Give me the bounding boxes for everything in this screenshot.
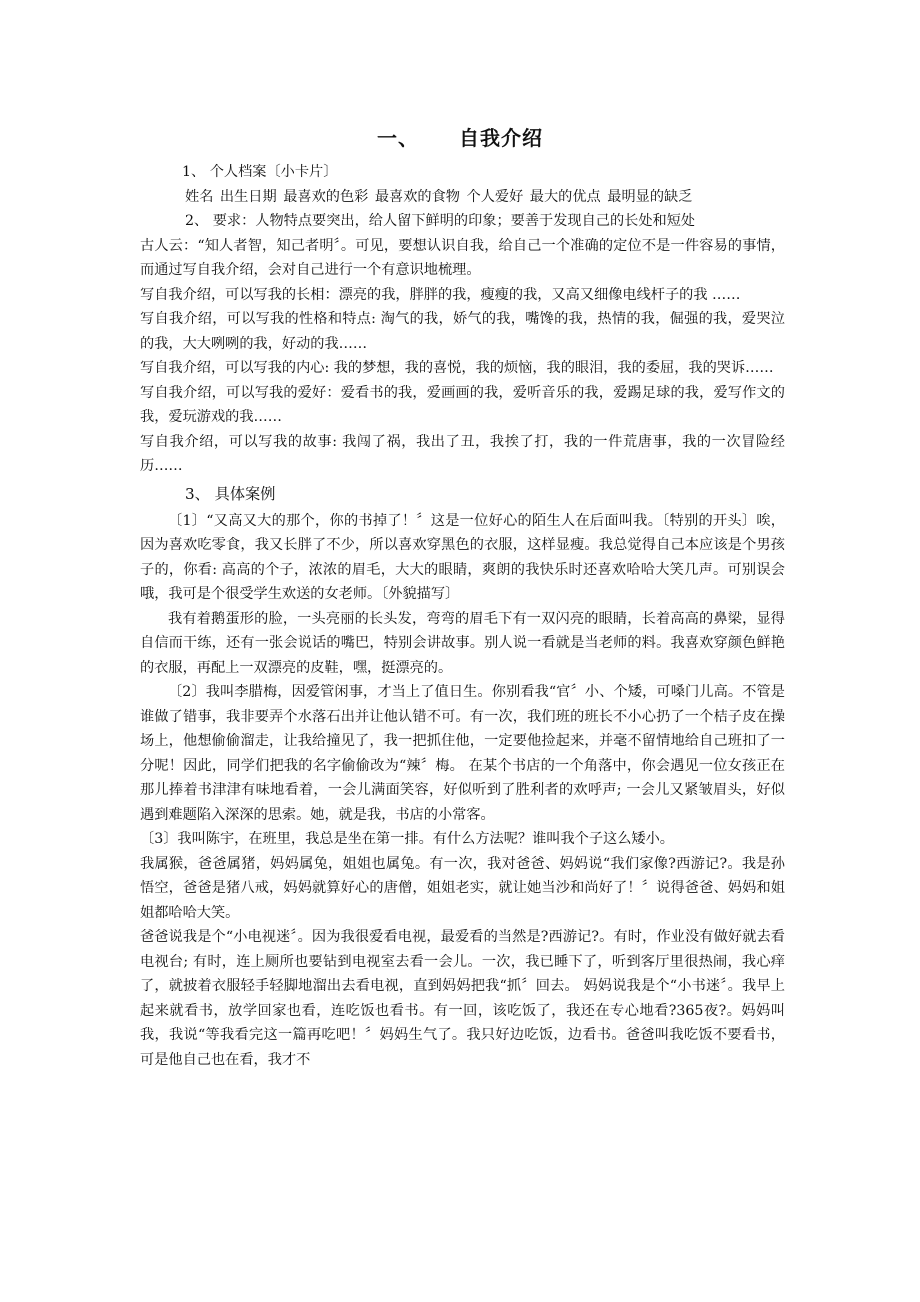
paragraph: 写自我介绍，可以写我的爱好：爱看书的我，爱画画的我，爱听音乐的我，爱踢足球的我，爱写作文的我，爱玩游戏的我…… [140, 384, 785, 425]
paragraph: 写自我介绍，可以写我的长相：漂亮的我，胖胖的我，瘦瘦的我，又高又细像电线杆子的我 …… [140, 286, 741, 303]
field-food: 最喜欢的食物 [374, 188, 460, 205]
title-number: 一、 [377, 126, 419, 150]
field-strength: 最大的优点 [529, 188, 601, 205]
profile-fields [140, 185, 785, 210]
case1-paragraph: 我有着鹅蛋形的脸，一头亮丽的长头发，弯弯的眉毛下有一双闪亮的眼睛，长着高高的鼻梁，显得自信而干练，还有一张会说话的嘴巴，特别会讲故事。别人说一看就是当老师的料。我喜欢穿颜色鲜艳的衣服，再配上一双漂亮的皮鞋，嘿，挺漂亮的。 [140, 610, 785, 676]
case3-paragraph: 〔3〕我叫陈宇，在班里，我总是坐在第一排。有什么方法呢？谁叫我个子这么矮小。 [140, 831, 674, 847]
case2-paragraph: 〔2〕我叫李腊梅，因爱管闲事，才当上了值日生。你别看我“官〞小、个矮，可嗓门儿高。不管是谁做了错事，我非要弄个水落石出并让他认错不可。有一次，我们班的班长不小心扔了一个桔子皮在操场上，他想偷偷溜走，让我给撞见了，我一把抓住他，一定要他捡起来，并毫不留情地给自己班扣了一分呢！因此，同学们把我的名字偷偷改为“辣〞梅。 在某个书店的一个角落中，你会遇见一位女孩正在那儿捧着书津津有味地看着，一会儿满面笑容，好似听到了胜利者的欢呼声; 一会儿又紧皱眉头，好似遇到难题陷入深深的思索。她，就是我，书店的小常客。 [140, 684, 785, 823]
paragraph: 古人云：“知人者智，知己者明〞。可见，要想认识自我，给自己一个准确的定位不是一件容易的事情，而通过写自我介绍，会对自己进行一个有意识地梳理。 [140, 237, 785, 278]
document-body [140, 160, 785, 1072]
paragraph: 写自我介绍，可以写我的性格和特点: 淘气的我，娇气的我，嘴馋的我，热情的我，倔强的我，爱哭泣的我，大大咧咧的我，好动的我…… [140, 311, 785, 352]
field-hobby: 个人爱好 [466, 188, 524, 205]
section1-heading: 1、 个人档案〔小卡片〕 [182, 164, 338, 180]
field-color: 最喜欢的色彩 [283, 188, 369, 205]
paragraph: 写自我介绍，可以写我的内心: 我的梦想，我的喜悦，我的烦恼，我的眼泪，我的委屈，我的哭诉…… [140, 360, 774, 376]
page-title [0, 122, 920, 151]
section2-heading: 2、 要求：人物特点要突出，给人留下鲜明的印象；要善于发现自己的长处和短处 [185, 213, 696, 229]
case3-paragraph: 我属猴，爸爸属猪，妈妈属兔，姐姐也属兔。有一次，我对爸爸、妈妈说“我们家像?西游记?。我是孙悟空，爸爸是猪八戒，妈妈就算好心的唐僧，姐姐老实，就让她当沙和尚好了！〞说得爸爸、妈妈和姐姐都哈哈大笑。 [140, 855, 785, 921]
title-text: 自我介绍 [459, 126, 543, 150]
paragraph: 写自我介绍，可以写我的故事: 我闯了祸，我出了丑，我挨了打，我的一件荒唐事，我的一次冒险经历…… [140, 433, 785, 474]
section3-heading: 3、 具体案例 [185, 484, 276, 503]
case3-paragraph: 爸爸说我是个“小电视迷〞。因为我很爱看电视，最爱看的当然是?西游记?。有时，作业没有做好就去看电视台; 有时，连上厕所也要钻到电视室去看一会儿。一次，我已睡下了，听到客厅里很热闹，我心痒了，就披着衣服轻手轻脚地溜出去看电视，直到妈妈把我“抓〞回去。 妈妈说我是个“小书迷〞。我早上起来就看书，放学回家也看，连吃饭也看书。有一回，该吃饭了，我还在专心地看?365夜?。妈妈叫我，我说“等我看完这一篇再吃吧！〞妈妈生气了。我只好边吃饭，边看书。爸爸叫我吃饭不要看书，可是他自己也在看，我才不 [140, 929, 785, 1068]
case1-paragraph: 〔1〕“又高又大的那个，你的书掉了！〞这是一位好心的陌生人在后面叫我。〔特别的开头〕唉，因为喜欢吃零食，我又长胖了不少，所以喜欢穿黑色的衣服，这样显瘦。我总觉得自己本应该是个男孩子的，你看: 高高的个子，浓浓的眉毛，大大的眼睛，爽朗的我快乐时还喜欢哈哈大笑几声。可别误会哦，我可是个很受学生欢送的女老师。〔外貌描写〕 [140, 512, 785, 602]
field-weakness: 最明显的缺乏 [607, 188, 693, 205]
field-birthdate: 出生日期 [219, 188, 277, 205]
field-name: 姓名 [185, 188, 214, 205]
